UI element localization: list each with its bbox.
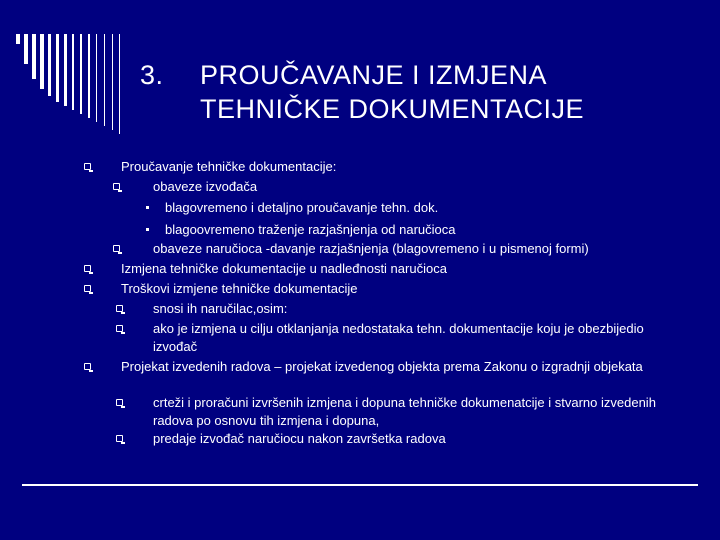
q-bullet-icon [84,163,91,170]
q-bullet-icon [116,399,123,406]
list-item: Projekat izvedenih radova – projekat izvedenog objekta prema Zakonu o izgradnji objekata [121,359,643,374]
list-item: Troškovi izmjene tehničke dokumentacije [121,281,358,296]
list-item: obaveze naručioca -davanje razjašnjenja (blagovremeno i u pismenoj formi) [153,241,589,256]
square-bullet-icon [146,228,149,231]
list-item: blagovremeno i detaljno proučavanje tehn. dok. [165,200,439,215]
q-bullet-icon [84,285,91,292]
q-bullet-icon [116,325,123,332]
q-bullet-icon [113,183,120,190]
q-bullet-icon [116,435,123,442]
decorative-stripes [16,34,126,134]
list-item: snosi ih naručilac,osim: [153,301,288,316]
list-item: ako je izmjena u cilju otklanjanja nedostataka tehn. dokumentacije koju je obezbijedio izvođač [153,321,644,354]
q-bullet-icon [84,265,91,272]
title-line-2: TEHNIČKE DOKUMENTACIJE [200,94,585,124]
list-item: Proučavanje tehničke dokumentacije: [121,159,337,174]
q-bullet-icon [84,363,91,370]
square-bullet-icon [146,206,149,209]
q-bullet-icon [116,305,123,312]
list-item: obaveze izvođača [153,179,258,194]
q-bullet-icon [113,245,120,252]
list-item: blagoovremeno traženje razjašnjenja od naručioca [165,222,456,237]
title-line-1: PROUČAVANJE I IZMJENA [200,60,548,90]
slide-number: 3. [140,60,164,90]
list-item: crteži i proračuni izvršenih izmjena i dopuna tehničke dokumenatcije i stvarno izvedenih radova po osnovu tih izmjena i dopuna, [153,395,656,428]
list-item: predaje izvođač naručiocu nakon završetka radova [153,431,446,446]
list-item: Izmjena tehničke dokumentacije u nadleđnosti naručioca [121,261,447,276]
bottom-divider [22,484,698,486]
